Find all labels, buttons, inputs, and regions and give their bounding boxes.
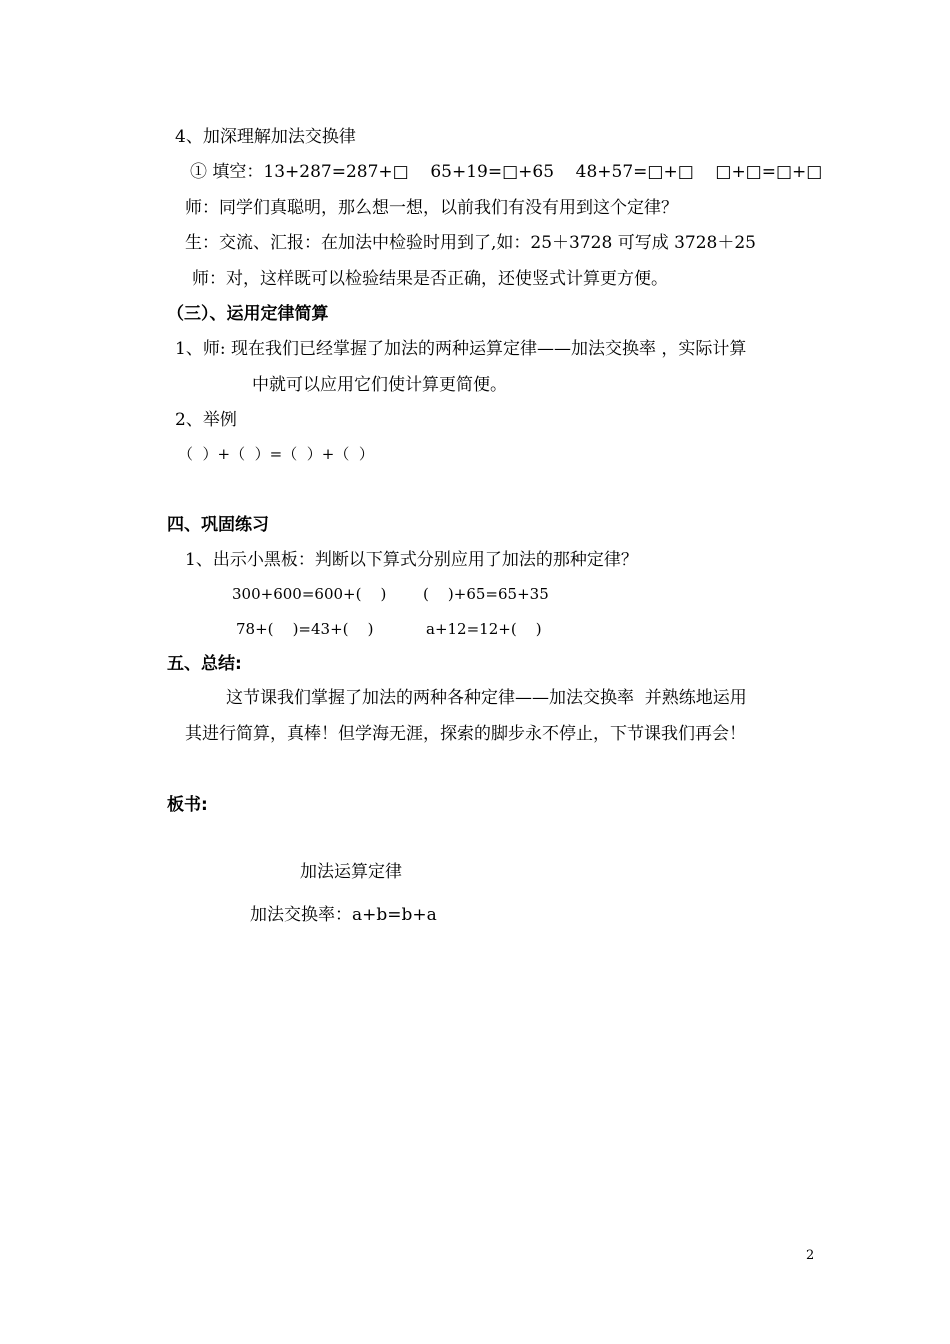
board-title: 加法运算定律 xyxy=(300,862,402,882)
practice-item: a+12=12+( ) xyxy=(426,620,542,638)
practice-item: ( )+65=65+35 xyxy=(423,585,549,603)
teacher-question: 师：同学们真聪明，那么想一想，以前我们有没有用到这个定律？ xyxy=(185,198,678,218)
board-heading: 板书: xyxy=(167,795,208,815)
practice-item: 78+( )=43+( ) xyxy=(236,620,374,638)
student-answer: 生：交流、汇报：在加法中检验时用到了,如：25＋3728 可写成 3728＋25 xyxy=(185,233,757,253)
item-1-line-1: 1、师: 现在我们已经掌握了加法的两种运算定律——加法交换率 ，实际计算 xyxy=(175,339,747,359)
section-4-practice-heading: 四、巩固练习 xyxy=(167,515,269,535)
section-4-heading: 4、加深理解加法交换律 xyxy=(175,127,356,147)
item-2-heading: 2、举例 xyxy=(175,410,237,430)
summary-line-2: 其进行简算，真棒！但学海无涯，探索的脚步永不停止，下节课我们再会！ xyxy=(185,724,746,744)
fill-blank-exercise: ① 填空：13+287=287+□ 65+19=□+65 48+57=□+□ □+□=□+□ xyxy=(190,162,823,182)
practice-item: 300+600=600+( ) xyxy=(232,585,387,603)
item-1-line-2: 中就可以应用它们使计算更简便。 xyxy=(252,375,507,395)
section-3-heading: （三）、运用定律简算 xyxy=(167,304,329,324)
page-number: 2 xyxy=(806,1248,815,1263)
teacher-response: 师：对，这样既可以检验结果是否正确，还使竖式计算更方便。 xyxy=(192,269,668,289)
practice-intro: 1、出示小黑板：判断以下算式分别应用了加法的那种定律？ xyxy=(185,550,638,570)
example-template: （ ）+（ ）=（ ）+（ ） xyxy=(178,445,374,463)
board-rule: 加法交换率：a+b=b+a xyxy=(250,905,437,925)
section-5-heading: 五、总结: xyxy=(167,654,242,674)
summary-line-1: 这节课我们掌握了加法的两种各种定律——加法交换率 并熟练地运用 xyxy=(226,688,747,708)
